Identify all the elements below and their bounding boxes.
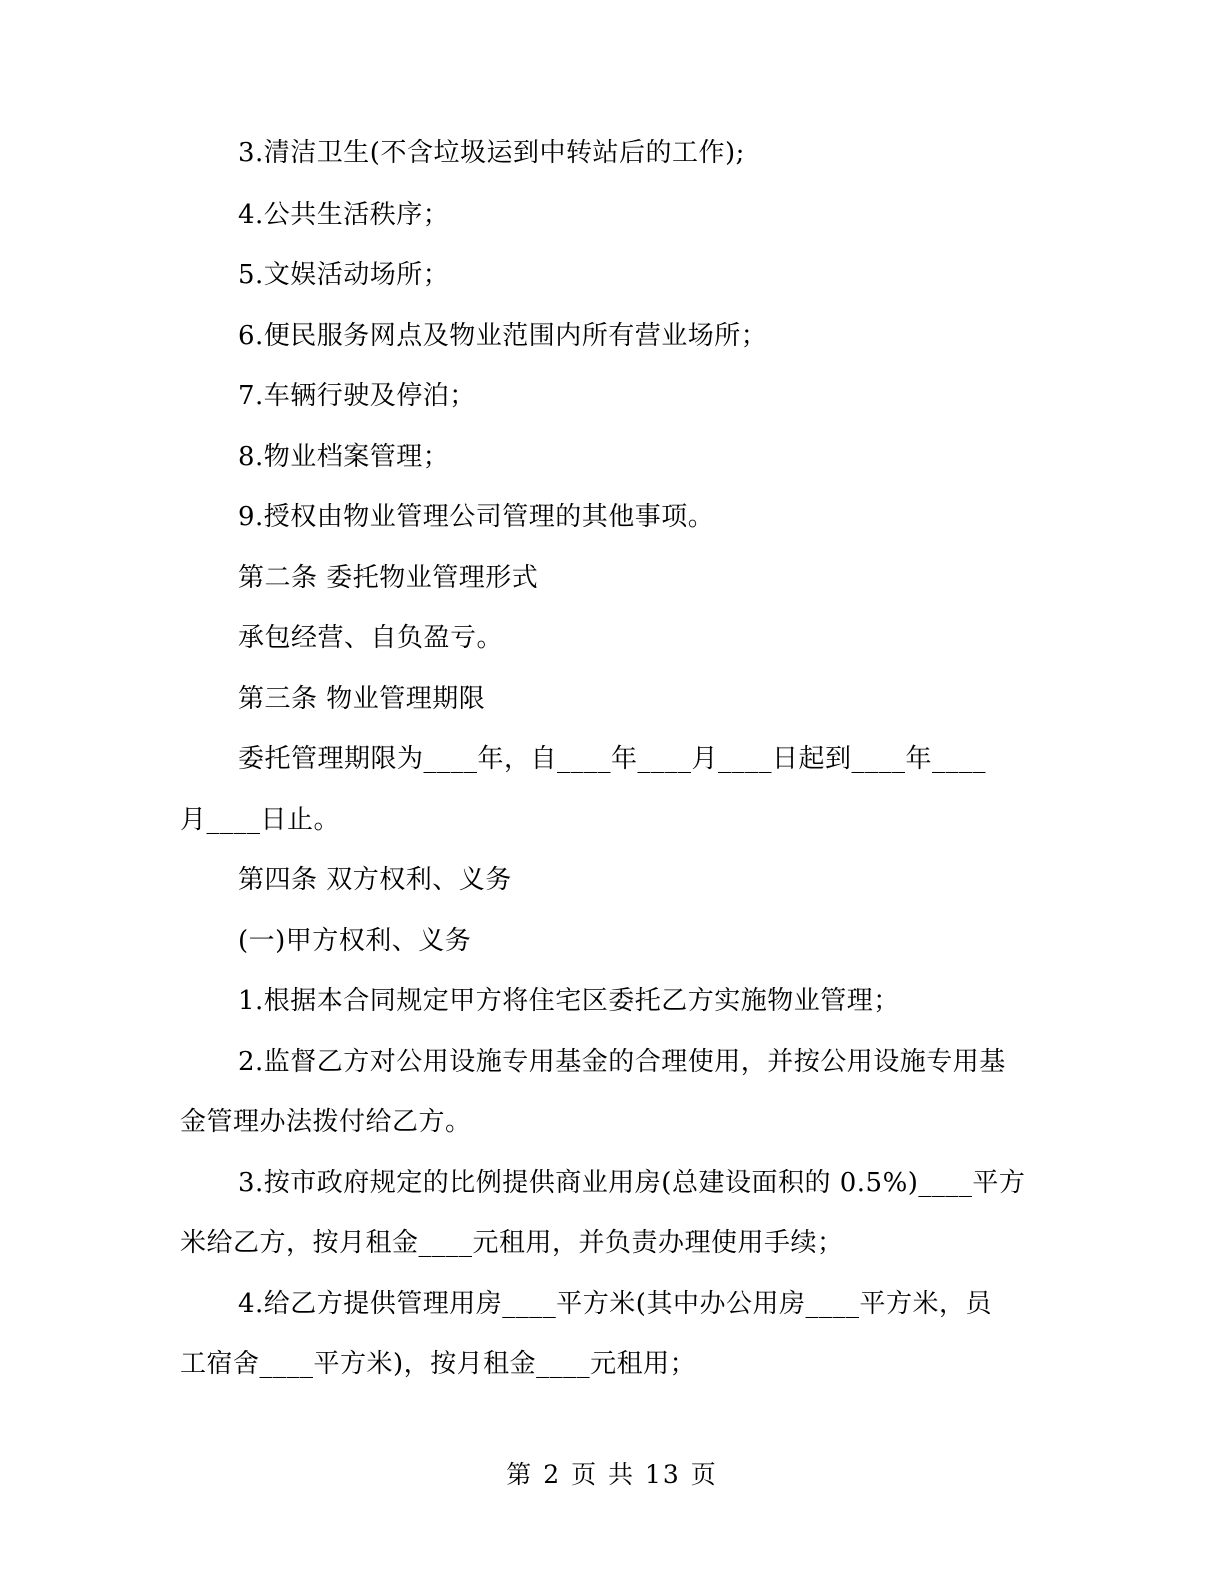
text-line: 承包经营、自负盈亏。 <box>238 623 504 653</box>
text-line: 8.物业档案管理； <box>238 442 450 472</box>
text-line: 6.便民服务网点及物业范围内所有营业场所； <box>238 321 768 351</box>
text-line: 4.给乙方提供管理用房____平方米(其中办公用房____平方米，员 <box>238 1289 992 1319</box>
subsection-heading: (一)甲方权利、义务 <box>238 926 472 956</box>
page-number-footer: 第 2 页 共 13 页 <box>506 1460 718 1489</box>
text-line: 2.监督乙方对公用设施专用基金的合理使用，并按公用设施专用基 <box>238 1047 1006 1077</box>
text-line: 月____日止。 <box>180 805 341 835</box>
text-line: 3.清洁卫生(不含垃圾运到中转站后的工作); <box>238 138 745 168</box>
text-line: 7.车辆行驶及停泊； <box>238 381 476 411</box>
section-heading: 第四条 双方权利、义务 <box>238 865 512 895</box>
section-heading: 第三条 物业管理期限 <box>238 684 486 714</box>
text-line: 3.按市政府规定的比例提供商业用房(总建设面积的 0.5%)____平方 <box>238 1168 1026 1198</box>
text-line: 工宿舍____平方米)，按月租金____元租用； <box>180 1349 697 1379</box>
text-line: 4.公共生活秩序； <box>238 200 450 230</box>
text-line: 委托管理期限为____年，自____年____月____日起到____年____ <box>238 744 987 774</box>
text-line: 金管理办法拨付给乙方。 <box>180 1107 472 1137</box>
text-line: 1.根据本合同规定甲方将住宅区委托乙方实施物业管理； <box>238 986 900 1016</box>
text-line: 9.授权由物业管理公司管理的其他事项。 <box>238 502 715 532</box>
text-line: 5.文娱活动场所； <box>238 260 450 290</box>
text-line: 米给乙方，按月租金____元租用，并负责办理使用手续； <box>180 1228 844 1258</box>
section-heading: 第二条 委托物业管理形式 <box>238 563 539 593</box>
